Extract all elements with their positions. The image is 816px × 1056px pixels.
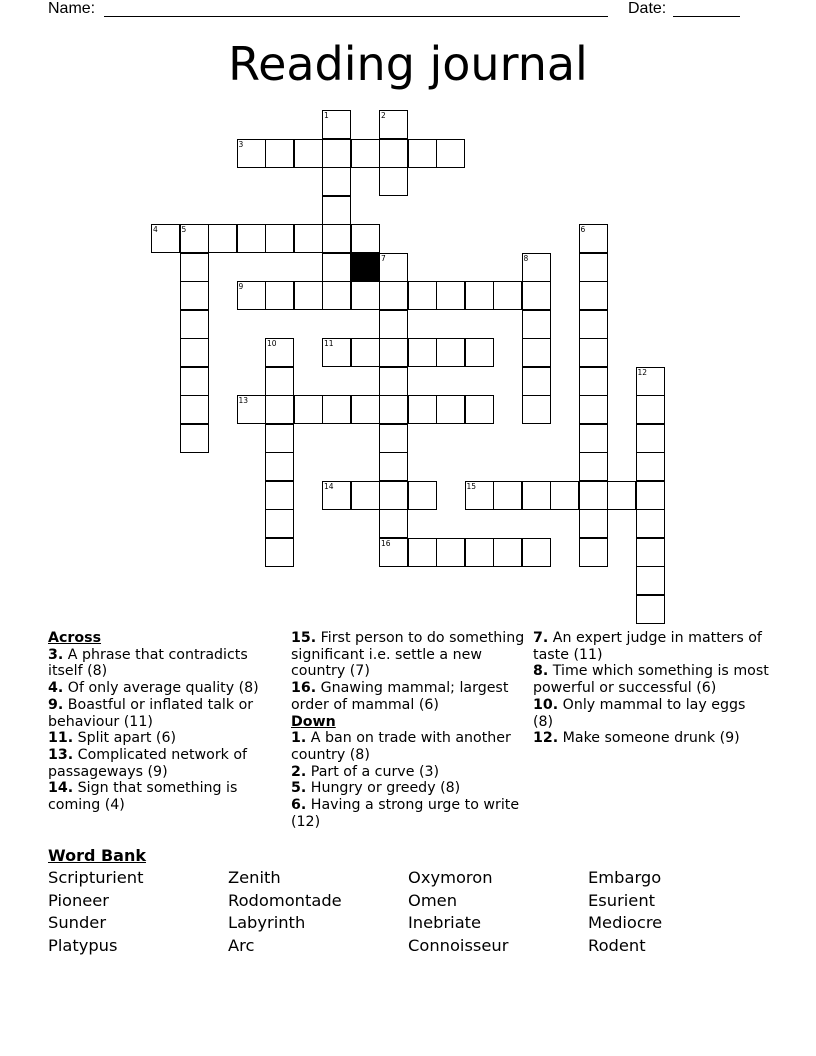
grid-cell[interactable] [180, 338, 209, 367]
clue-number: 15 [466, 481, 477, 491]
name-field[interactable] [104, 16, 608, 17]
down-clue-5: 5. Hungry or greedy (8) [291, 780, 461, 797]
grid-cell[interactable] [322, 253, 351, 282]
grid-cell[interactable] [322, 224, 351, 253]
grid-cell[interactable] [636, 395, 665, 424]
page-title: Reading journal [228, 37, 588, 91]
clue-number: 10 [267, 339, 277, 348]
grid-block-cell [351, 253, 380, 282]
grid-cell[interactable] [265, 395, 294, 424]
grid-cell[interactable] [522, 395, 551, 424]
grid-cell[interactable] [265, 424, 294, 453]
across-clue-16: 16. Gnawing mammal; largest order of mammal (6) [291, 680, 509, 713]
grid-cell[interactable] [180, 224, 209, 253]
grid-cell[interactable] [351, 338, 380, 367]
clue-number: 5 [181, 225, 187, 234]
grid-cell[interactable] [579, 338, 608, 367]
grid-cell[interactable] [522, 538, 551, 567]
name-label: Name: [48, 0, 96, 17]
grid-cell[interactable] [180, 395, 209, 424]
word-bank-item: Platypus [48, 936, 118, 955]
grid-cell[interactable] [465, 338, 494, 367]
word-bank-item: Rodent [588, 936, 646, 955]
grid-cell[interactable] [636, 538, 665, 567]
clue-number: 16 [381, 538, 391, 548]
grid-cell[interactable] [180, 367, 209, 396]
grid-cell[interactable] [636, 424, 665, 453]
grid-cell[interactable] [351, 139, 380, 168]
grid-cell[interactable] [379, 424, 408, 453]
header-row [0, 0, 816, 20]
across-clue-9: 9. Boastful or inflated talk or behaviour (11) [48, 696, 254, 730]
grid-cell[interactable] [408, 395, 437, 424]
word-bank-item: Inebriate [408, 913, 482, 932]
grid-cell[interactable] [550, 481, 579, 510]
down-clue-6: 6. Having a strong urge to write (12) [291, 797, 520, 830]
grid-cell[interactable] [636, 566, 665, 595]
word-bank-item: Zenith [228, 868, 281, 887]
grid-cell[interactable] [237, 224, 266, 253]
grid-cell[interactable] [180, 310, 209, 339]
grid-cell[interactable] [237, 395, 266, 424]
down-clue-10: 10. Only mammal to lay eggs (8) [533, 696, 746, 730]
grid-cell[interactable] [265, 538, 294, 567]
grid-cell[interactable] [579, 281, 608, 310]
clue-number: 9 [238, 282, 244, 291]
grid-cell[interactable] [379, 167, 408, 196]
across-clue-15: 15. First person to do something significant i.e. settle a new country (7) [291, 630, 525, 680]
grid-cell[interactable] [579, 509, 608, 538]
grid-cell[interactable] [379, 253, 408, 282]
grid-cell[interactable] [180, 281, 209, 310]
grid-cell[interactable] [579, 224, 608, 253]
word-bank-item: Esurient [588, 891, 656, 910]
date-field[interactable] [673, 16, 740, 17]
grid-cell[interactable] [579, 452, 608, 481]
word-bank-item: Connoisseur [408, 936, 509, 955]
grid-cell[interactable] [636, 595, 665, 624]
clue-number: 3 [238, 139, 244, 149]
grid-cell[interactable] [351, 481, 380, 510]
grid-cell[interactable] [379, 509, 408, 538]
grid-cell[interactable] [379, 452, 408, 481]
grid-cell[interactable] [294, 224, 323, 253]
word-bank-item: Pioneer [48, 891, 109, 910]
grid-cell[interactable] [237, 139, 266, 168]
grid-cell[interactable] [436, 538, 465, 567]
grid-cell[interactable] [237, 281, 266, 310]
grid-cell[interactable] [265, 139, 294, 168]
word-bank-item: Mediocre [588, 913, 663, 932]
clue-number: 14 [324, 481, 334, 491]
across-heading: Across [48, 630, 102, 646]
grid-cell[interactable] [379, 367, 408, 396]
grid-cell[interactable] [379, 310, 408, 339]
grid-cell[interactable] [579, 310, 608, 339]
word-bank-item: Embargo [588, 868, 662, 887]
grid-cell[interactable] [322, 281, 351, 310]
word-bank-item: Rodomontade [228, 891, 342, 910]
grid-cell[interactable] [408, 538, 437, 567]
grid-cell[interactable] [408, 139, 437, 168]
grid-cell[interactable] [579, 481, 608, 510]
grid-cell[interactable] [379, 281, 408, 310]
clue-number: 11 [324, 339, 334, 348]
across-clue-14: 14. Sign that something is coming (4) [48, 780, 238, 814]
grid-cell[interactable] [351, 281, 380, 310]
grid-cell[interactable] [493, 538, 522, 567]
clues-column-2 [291, 630, 527, 830]
grid-cell[interactable] [436, 281, 465, 310]
grid-cell[interactable] [579, 367, 608, 396]
grid-cell[interactable] [465, 481, 494, 510]
down-clue-7: 7. An expert judge in matters of taste (11) [533, 630, 762, 663]
word-bank-item: Arc [228, 936, 255, 955]
clue-number: 7 [381, 253, 386, 263]
grid-cell[interactable] [351, 395, 380, 424]
grid-cell[interactable] [322, 338, 351, 367]
across-clue-13: 13. Complicated network of passageways (9) [48, 746, 248, 780]
grid-cell[interactable] [379, 338, 408, 367]
word-bank-item: Scripturient [48, 868, 144, 887]
down-clue-2: 2. Part of a curve (3) [291, 763, 440, 780]
across-clue-3: 3. A phrase that contradicts itself (8) [48, 646, 248, 680]
clue-number: 4 [153, 225, 158, 234]
grid-cell[interactable] [379, 538, 408, 567]
down-clue-8: 8. Time which something is most powerful or successful (6) [533, 663, 769, 697]
grid-cell[interactable] [436, 139, 465, 168]
grid-cell[interactable] [265, 509, 294, 538]
grid-cell[interactable] [208, 224, 237, 253]
grid-cell[interactable] [151, 224, 180, 253]
grid-cell[interactable] [522, 310, 551, 339]
grid-cell[interactable] [579, 538, 608, 567]
grid-cell[interactable] [465, 395, 494, 424]
grid-cell[interactable] [465, 538, 494, 567]
grid-cell[interactable] [379, 481, 408, 510]
grid-cell[interactable] [522, 481, 551, 510]
clue-number: 13 [238, 396, 249, 405]
clues-column-3 [533, 630, 769, 747]
across-clue-4: 4. Of only average quality (8) [48, 680, 259, 697]
grid-cell[interactable] [322, 110, 351, 139]
grid-cell[interactable] [322, 196, 351, 225]
word-bank-item: Labyrinth [228, 913, 306, 932]
grid-cell[interactable] [265, 281, 294, 310]
grid-cell[interactable] [351, 224, 380, 253]
grid-cell[interactable] [294, 139, 323, 168]
word-bank-item: Omen [408, 891, 458, 910]
date-label: Date: [628, 0, 667, 17]
grid-cell[interactable] [607, 481, 636, 510]
grid-cell[interactable] [436, 395, 465, 424]
grid-cell[interactable] [379, 395, 408, 424]
grid-cell[interactable] [522, 338, 551, 367]
grid-cell[interactable] [322, 167, 351, 196]
grid-cell[interactable] [522, 253, 551, 282]
grid-cell[interactable] [265, 367, 294, 396]
grid-cell[interactable] [522, 367, 551, 396]
grid-cell[interactable] [379, 110, 408, 139]
grid-cell[interactable] [636, 509, 665, 538]
grid-cell[interactable] [265, 481, 294, 510]
grid-cell[interactable] [579, 424, 608, 453]
clue-number: 2 [381, 111, 386, 120]
grid-cell[interactable] [265, 224, 294, 253]
grid-cell[interactable] [636, 452, 665, 481]
grid-cell[interactable] [636, 367, 665, 396]
clue-number: 6 [580, 225, 586, 234]
grid-cell[interactable] [579, 253, 608, 282]
word-bank-item: Oxymoron [408, 868, 493, 887]
grid-cell[interactable] [436, 338, 465, 367]
clue-number: 12 [637, 367, 648, 377]
grid-cell[interactable] [408, 338, 437, 367]
grid-cell[interactable] [322, 139, 351, 168]
clues-column-1 [48, 630, 284, 814]
grid-cell[interactable] [493, 281, 522, 310]
grid-cell[interactable] [180, 424, 209, 453]
grid-cell[interactable] [379, 139, 408, 168]
grid-cell[interactable] [265, 452, 294, 481]
across-clue-11: 11. Split apart (6) [48, 730, 177, 747]
grid-cell[interactable] [265, 338, 294, 367]
grid-cell[interactable] [322, 395, 351, 424]
word-bank-title: Word Bank [48, 846, 147, 865]
clue-number: 1 [324, 111, 329, 120]
grid-cell[interactable] [294, 395, 323, 424]
grid-cell[interactable] [522, 281, 551, 310]
grid-cell[interactable] [636, 481, 665, 510]
down-clue-1: 1. A ban on trade with another country (8) [291, 730, 511, 763]
grid-cell[interactable] [322, 481, 351, 510]
clue-number: 8 [523, 253, 529, 263]
grid-cell[interactable] [294, 281, 323, 310]
word-bank-item: Sunder [48, 913, 107, 932]
grid-cell[interactable] [408, 481, 437, 510]
grid-cell[interactable] [493, 481, 522, 510]
grid-cell[interactable] [180, 253, 209, 282]
grid-cell[interactable] [408, 281, 437, 310]
grid-cell[interactable] [465, 281, 494, 310]
down-clue-12: 12. Make someone drunk (9) [533, 730, 740, 747]
down-heading: Down [291, 713, 336, 730]
grid-cell[interactable] [579, 395, 608, 424]
